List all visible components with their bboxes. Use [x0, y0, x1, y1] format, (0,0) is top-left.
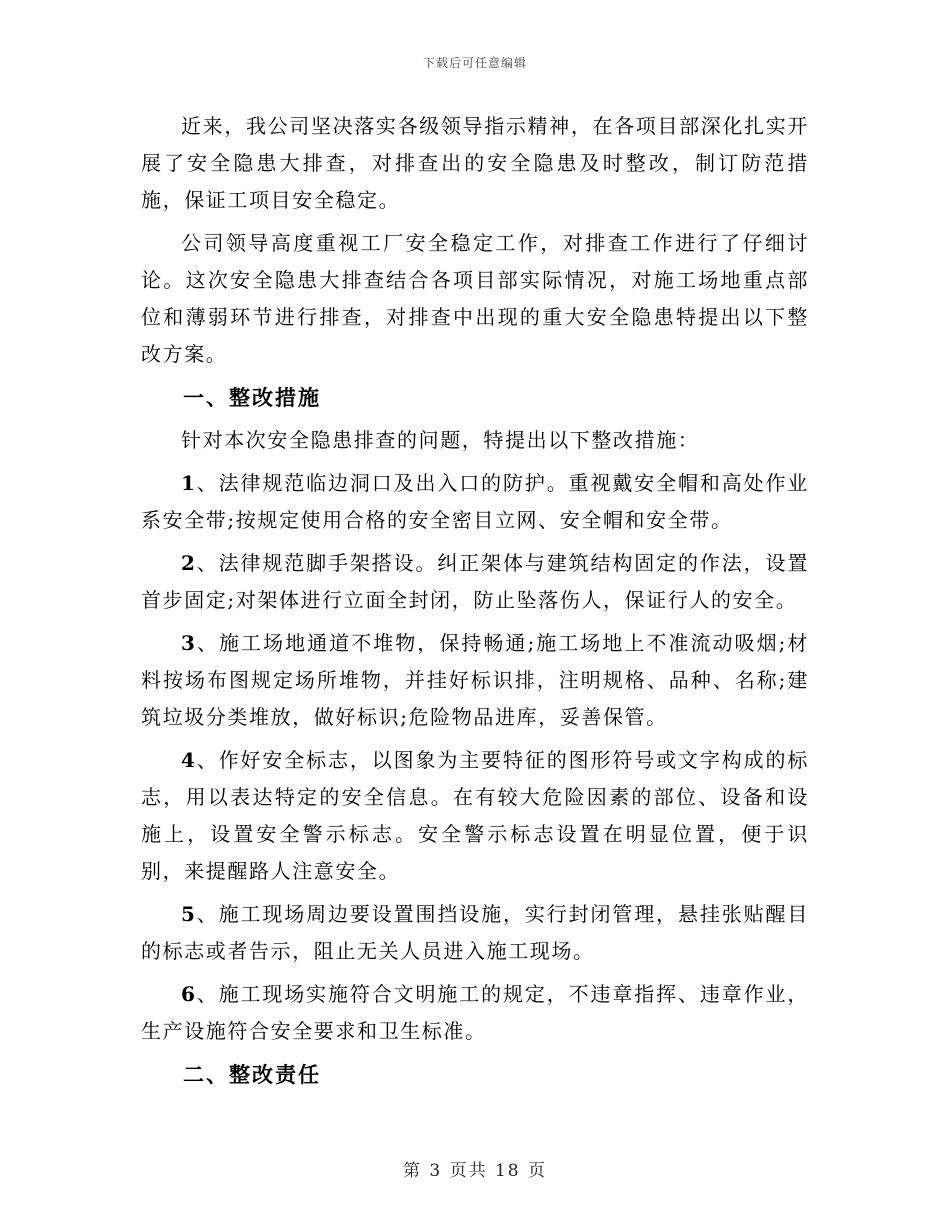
page-footer: 第 3 页共 18 页 [402, 1161, 548, 1181]
measure-text: 、法律规范临边洞口及出入口的防护。重视戴安全帽和高处作业系安全带;按规定使用合格的安全密目立网、安全帽和安全带。 [141, 471, 809, 532]
measure-text: 、法律规范脚手架搭设。纠正架体与建筑结构固定的作法，设置首步固定;对架体进行立面全封闭，防止坠落伤人，保证行人的安全。 [141, 551, 809, 612]
section-heading-measures: 一、整改措施 [183, 385, 321, 410]
measure-item-1 [141, 465, 809, 539]
intro-paragraph: 近来，我公司坚决落实各级领导指示精神，在各项目部深化扎实开展了安全隐患大排查，对排查出的安全隐患及时整改，制订防范措施，保证工项目安全稳定。 [141, 114, 809, 212]
measure-item-5 [141, 896, 809, 970]
measure-item-4 [141, 742, 809, 890]
measure-item-3 [141, 625, 809, 736]
measure-number: 4 [181, 748, 197, 772]
measure-text: 、施工场地通道不堆物，保持畅通;施工场地上不准流动吸烟;材料按场布图规定场所堆物，并挂好标识排，注明规格、品种、名称;建筑垃圾分类堆放，做好标识;危险物品进库，妥善保管。 [141, 631, 809, 729]
page-header: 下载后可任意编辑 [422, 56, 527, 70]
measure-item-2 [141, 545, 809, 619]
section-heading-responsibility: 二、整改责任 [183, 1062, 321, 1087]
measure-number: 2 [181, 551, 197, 575]
measure-item-6 [141, 976, 809, 1050]
measure-text: 、作好安全标志，以图象为主要特征的图形符号或文字构成的标志，用以表达特定的安全信息。在有较大危险因素的部位、设备和设施上，设置安全警示标志。安全警示标志设置在明显位置，便于识别，来提醒路人注意安全。 [141, 748, 809, 883]
context-paragraph: 公司领导高度重视工厂安全稳定工作，对排查工作进行了仔细讨论。这次安全隐患大排查结合各项目部实际情况，对施工场地重点部位和薄弱环节进行排查，对排查中出现的重大安全隐患特提出以下整改方案。 [141, 231, 809, 366]
measure-number: 6 [181, 982, 197, 1006]
measures-intro: 针对本次安全隐患排查的问题，特提出以下整改措施： [181, 428, 700, 452]
document-body [141, 108, 809, 1093]
measure-number: 3 [181, 631, 197, 655]
measure-text: 、施工现场周边要设置围挡设施，实行封闭管理，悬挂张贴醒目的标志或者告示，阻止无关人员进入施工现场。 [141, 902, 809, 963]
measure-number: 1 [181, 471, 197, 495]
measure-text: 、施工现场实施符合文明施工的规定，不违章指挥、违章作业，生产设施符合安全要求和卫生标准。 [141, 982, 809, 1043]
measure-number: 5 [181, 902, 197, 926]
